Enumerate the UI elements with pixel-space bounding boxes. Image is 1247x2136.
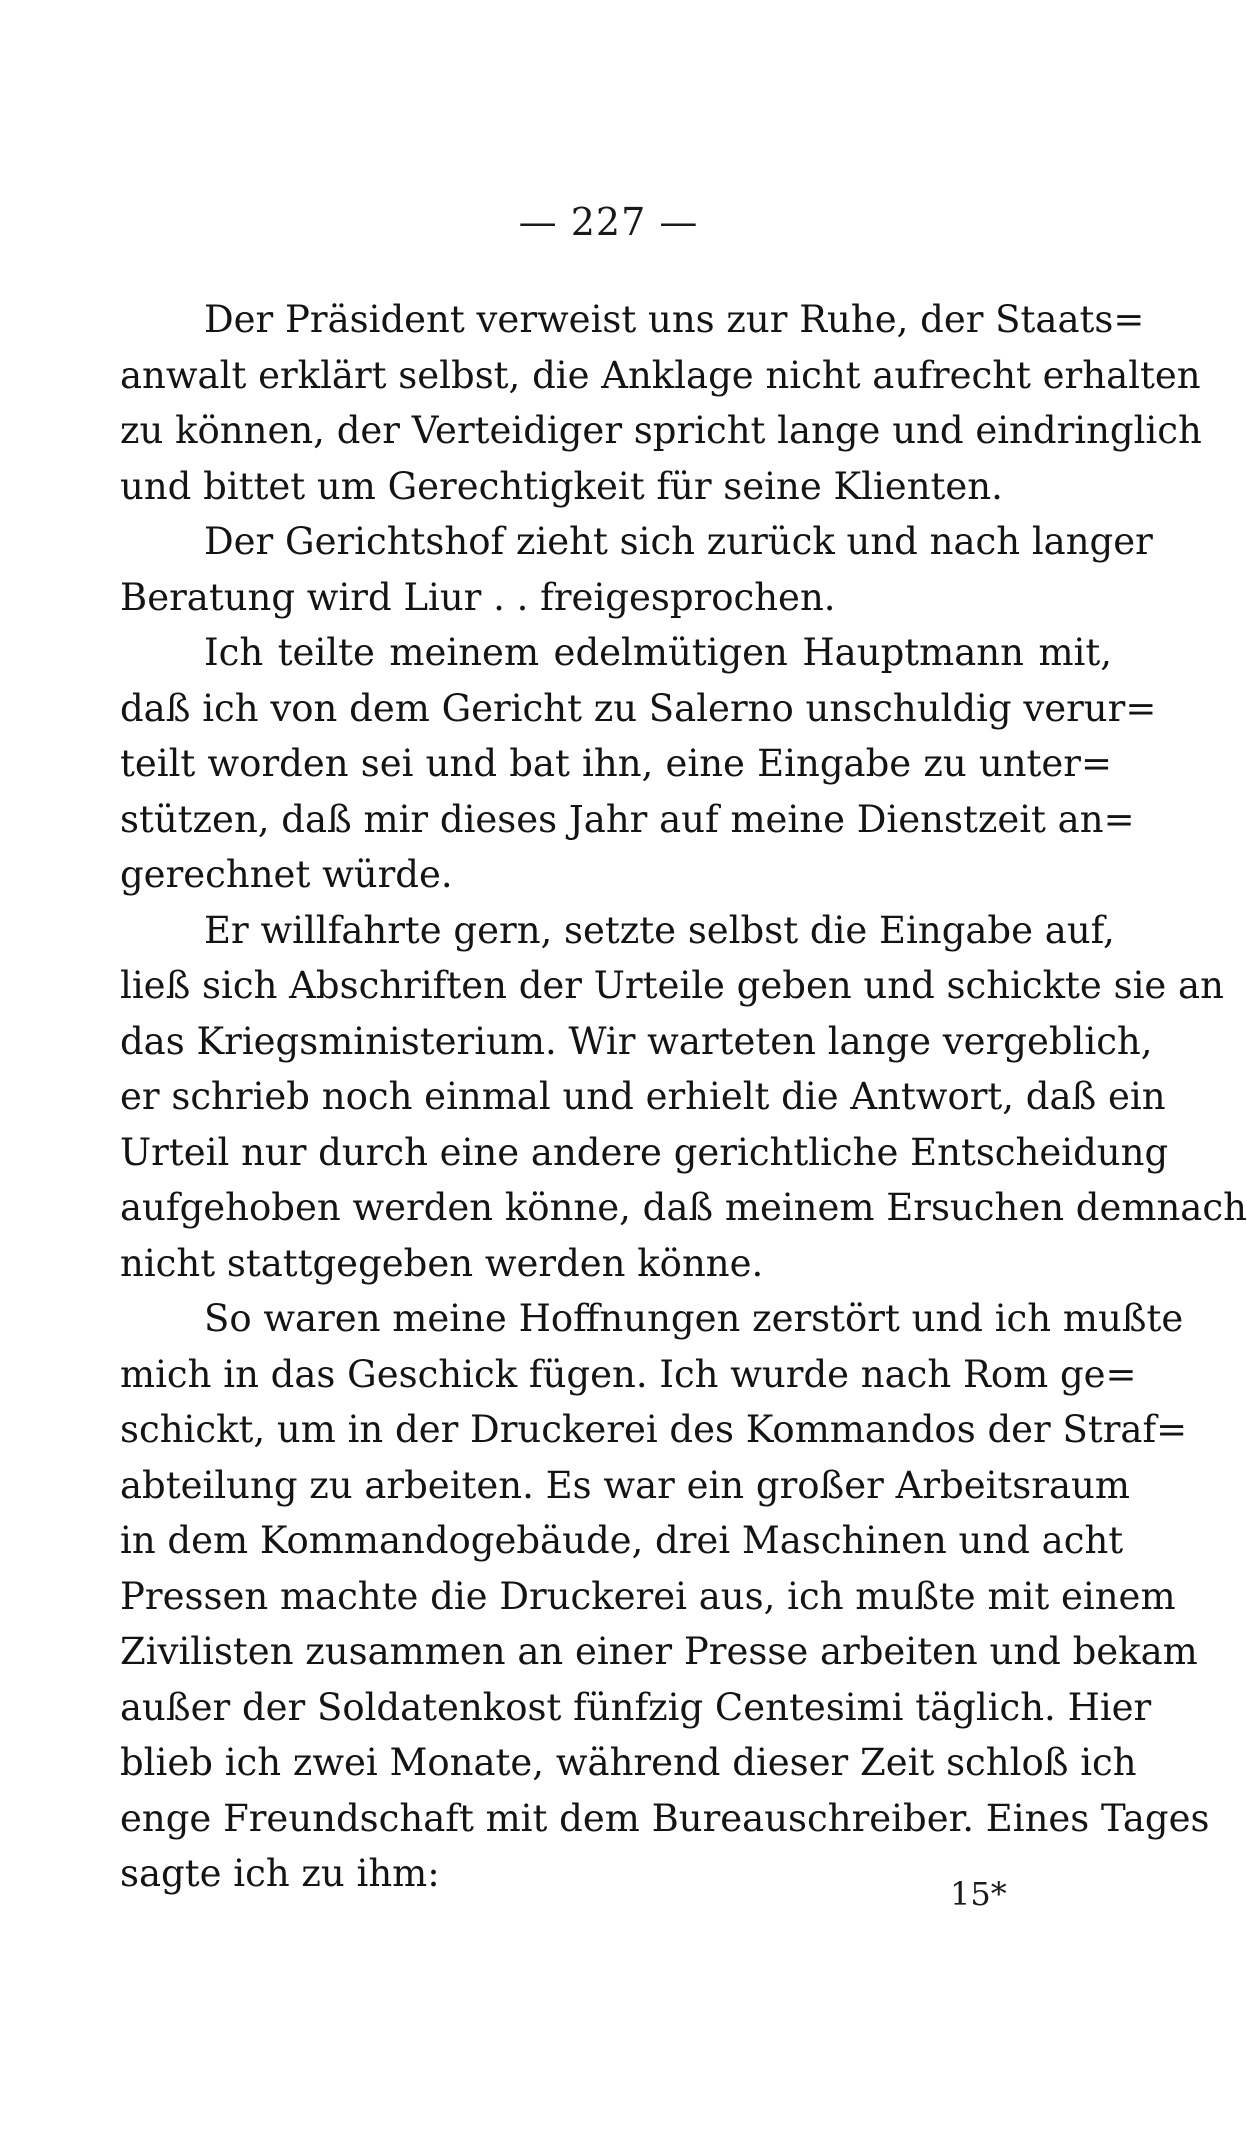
- text-line: anwalt erklärt selbst, die Anklage nicht aufrecht erhalten: [120, 353, 1201, 397]
- text-line: Urteil nur durch eine andere gerichtliche Entscheidung: [120, 1130, 1169, 1174]
- text-line: aufgehoben werden könne, daß meinem Ersuchen demnach: [120, 1186, 1247, 1229]
- text-line: in dem Kommandogebäude, drei Maschinen und acht: [120, 1519, 1124, 1562]
- text-line: teilt worden sei und bat ihn, eine Eingabe zu unter=: [120, 742, 1112, 785]
- text-line: Der Gerichtshof zieht sich zurück und nach langer: [204, 520, 1153, 563]
- text-line: daß ich von dem Gericht zu Salerno unschuldig verur=: [120, 686, 1157, 730]
- text-line: er schrieb noch einmal und erhielt die Antwort, daß ein: [120, 1075, 1166, 1118]
- text-line: Pressen machte die Druckerei aus, ich mußte mit einem: [120, 1574, 1176, 1618]
- signature-mark: 15*: [950, 1875, 1007, 1913]
- text-line: und bittet um Gerechtigkeit für seine Klienten.: [120, 464, 1003, 508]
- text-line: stützen, daß mir dieses Jahr auf meine Dienstzeit an=: [120, 797, 1135, 841]
- text-line: So waren meine Hoffnungen zerstört und ich mußte: [204, 1297, 1184, 1340]
- page-number: — 227 —: [518, 200, 699, 244]
- text-line: Ich teilte meinem edelmütigen Hauptmann mit,: [204, 631, 1112, 674]
- text-line: Beratung wird Liur . . freigesprochen.: [120, 575, 836, 619]
- text-line: mich in das Geschick fügen. Ich wurde nach Rom ge=: [120, 1352, 1137, 1396]
- text-line: Zivilisten zusammen an einer Presse arbeiten und bekam: [120, 1630, 1198, 1673]
- text-line: schickt, um in der Druckerei des Kommandos der Straf=: [120, 1408, 1188, 1451]
- text-line: sagte ich zu ihm:: [120, 1852, 440, 1895]
- text-line: ließ sich Abschriften der Urteile geben und schickte sie an: [120, 964, 1224, 1007]
- text-line: gerechnet würde.: [120, 853, 453, 896]
- text-line: Der Präsident verweist uns zur Ruhe, der Staats=: [204, 298, 1145, 341]
- text-line: enge Freundschaft mit dem Bureauschreiber. Eines Tages: [120, 1796, 1210, 1840]
- body-text: [120, 292, 1247, 1902]
- text-line: blieb ich zwei Monate, während dieser Zeit schloß ich: [120, 1741, 1137, 1784]
- text-line: Er willfahrte gern, setzte selbst die Eingabe auf,: [204, 908, 1115, 952]
- text-line: nicht stattgegeben werden könne.: [120, 1241, 764, 1285]
- text-line: abteilung zu arbeiten. Es war ein großer Arbeitsraum: [120, 1463, 1130, 1507]
- text-line: zu können, der Verteidiger spricht lange und eindringlich: [120, 409, 1202, 452]
- text-line: außer der Soldatenkost fünfzig Centesimi täglich. Hier: [120, 1685, 1152, 1729]
- text-line: das Kriegsministerium. Wir warteten lange vergeblich,: [120, 1019, 1153, 1063]
